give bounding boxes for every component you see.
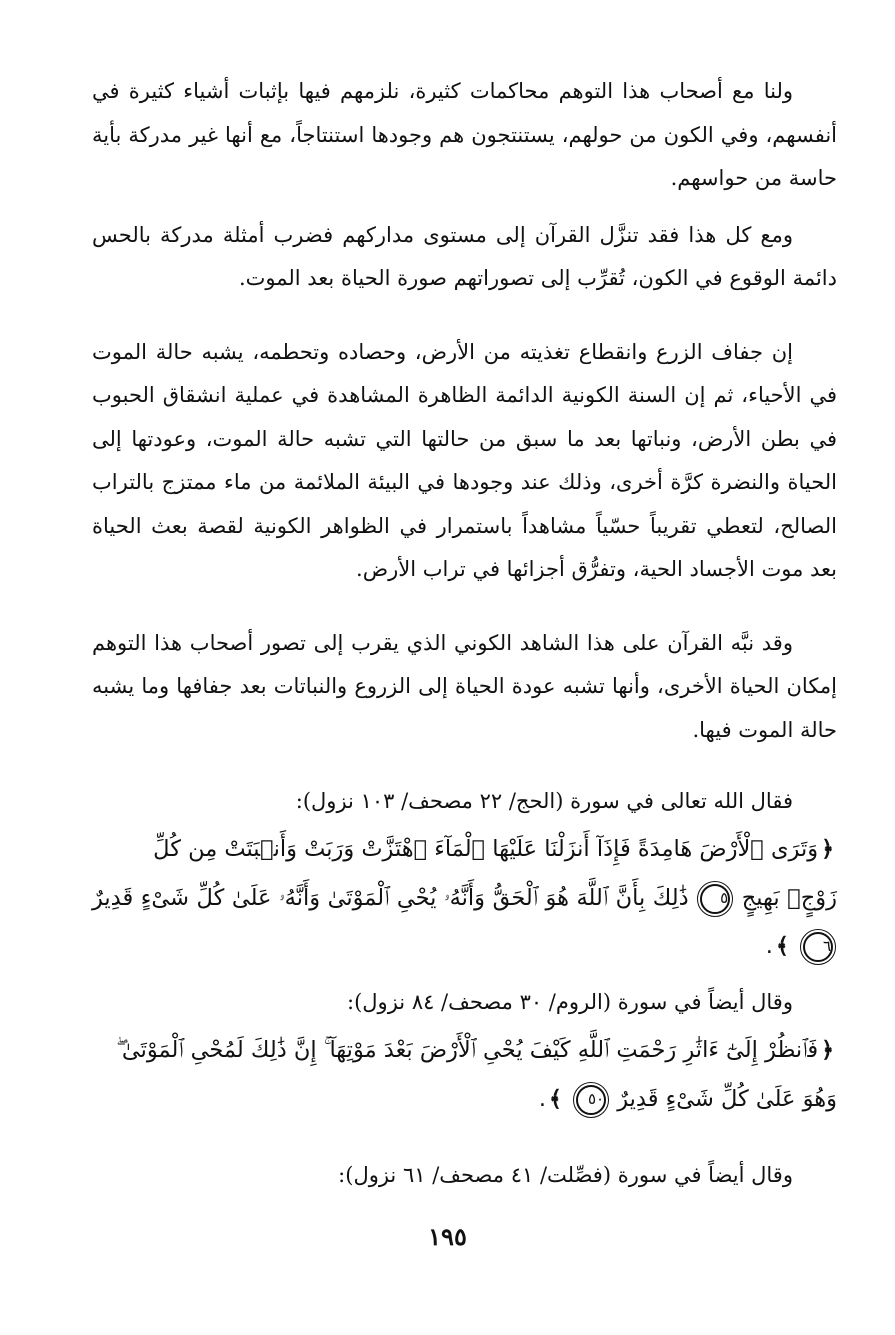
ornate-bracket-open: ﴿ <box>821 1038 834 1063</box>
quran-verse-hajj <box>92 825 837 971</box>
verse-text: فَٱنظُرْ إِلَىٰٓ ءَاثَٰرِ رَحْمَتِ ٱللَّهِ كَيْفَ يُحْىِ ٱلْأَرْضَ بَعْدَ مَوْتِهَآ ۚ إِنَّ ذَٰلِكَ لَمُحْىِ ٱلْمَوْتَىٰ ۖ <box>116 1037 819 1063</box>
verse-line <box>92 1075 837 1124</box>
ayah-number-mark: ٥٠ <box>576 1085 606 1115</box>
verse-text: ذَٰلِكَ بِأَنَّ ٱللَّهَ هُوَ ٱلْحَقُّ وَأَنَّهُۥ يُحْىِ ٱلْمَوْتَىٰ وَأَنَّهُۥ عَلَىٰ كُلِّ شَىْءٍ قَدِيرٌ <box>92 885 689 911</box>
page-body <box>92 70 837 1197</box>
quote-intro-rum: وقال أيضاً في سورة (الروم/ ٣٠ مصحف/ ٨٤ نزول): <box>347 990 793 1014</box>
ornate-bracket-close: ﴾ <box>775 934 789 959</box>
ayah-number-mark: ٥ <box>700 884 730 914</box>
paragraph-2: ومع كل هذا فقد تنزَّل القرآن إلى مستوى مداركهم فضرب أمثلة مدركة بالحس دائمة الوقوع في الكون، تُقرِّب إلى تصوراتهم صورة الحياة بعد الموت. <box>92 222 837 290</box>
ornate-bracket-open: ﴿ <box>821 837 834 862</box>
verse-line <box>92 825 837 874</box>
quran-verse-rum <box>92 1026 837 1124</box>
ayah-number-mark: ٦ <box>803 932 833 962</box>
verse-text: وَهُوَ عَلَىٰ كُلِّ شَىْءٍ قَدِيرٌ <box>617 1086 837 1112</box>
verse-line <box>92 874 837 971</box>
verse-end-period: . <box>765 933 773 959</box>
quote-intro-fussilat: وقال أيضاً في سورة (فصِّلت/ ٤١ مصحف/ ٦١ نزول): <box>338 1163 793 1187</box>
verse-end-period: . <box>538 1086 547 1112</box>
verse-text: زَوْجٍۭ بَهِيجٍ <box>741 885 837 911</box>
verse-text: وَتَرَى ٱلْأَرْضَ هَامِدَةً فَإِذَآ أَنزَلْنَا عَلَيْهَا ٱلْمَآءَ ٱهْتَزَّتْ وَرَبَتْ وَأَنۢبَتَتْ مِن كُلِّ <box>153 836 819 862</box>
quote-intro-hajj: فقال الله تعالى في سورة (الحج/ ٢٢ مصحف/ ١٠٣ نزول): <box>295 789 793 813</box>
page-number: ١٩٥ <box>428 1222 467 1251</box>
ornate-bracket-close: ﴾ <box>549 1087 562 1112</box>
paragraph-1: ولنا مع أصحاب هذا التوهم محاكمات كثيرة، نلزمهم فيها بإثبات أشياء كثيرة في أنفسهم، وفي الكون من حولهم، يستنتجون هم وجودها استنتاجاً، مع أنها غير مدركة بأية حاسة من حواسهم. <box>92 79 837 190</box>
paragraph-3: إن جفاف الزرع وانقطاع تغذيته من الأرض، وحصاده وتحطمه، يشبه حالة الموت في الأحياء، ثم إن السنة الكونية الدائمة الظاهرة المشاهدة في عملية انشقاق الحبوب في بطن الأرض، ونباتها بعد ما سبق من حالتها التي تشبه حالة الموت، وعودتها إلى الحياة والنضرة كرَّة أخرى، وذلك عند وجودها في البيئة الملائمة من ماء ممتزج بالتراب الصالح، لتعطي تقريباً حسّياً مشاهداً باستمرار في الظواهر الكونية لقصة بعث الحياة بعد موت الأجساد الحية، وتفرُّق أجزائها في تراب الأرض. <box>92 339 837 581</box>
verse-line <box>92 1026 837 1075</box>
paragraph-4: وقد نبَّه القرآن على هذا الشاهد الكوني الذي يقرب إلى تصور أصحاب هذا التوهم إمكان الحياة الأخرى، وأنها تشبه عودة الحياة إلى الزروع والنباتات بعد جفافها وما يشبه حالة الموت فيها. <box>92 630 837 742</box>
